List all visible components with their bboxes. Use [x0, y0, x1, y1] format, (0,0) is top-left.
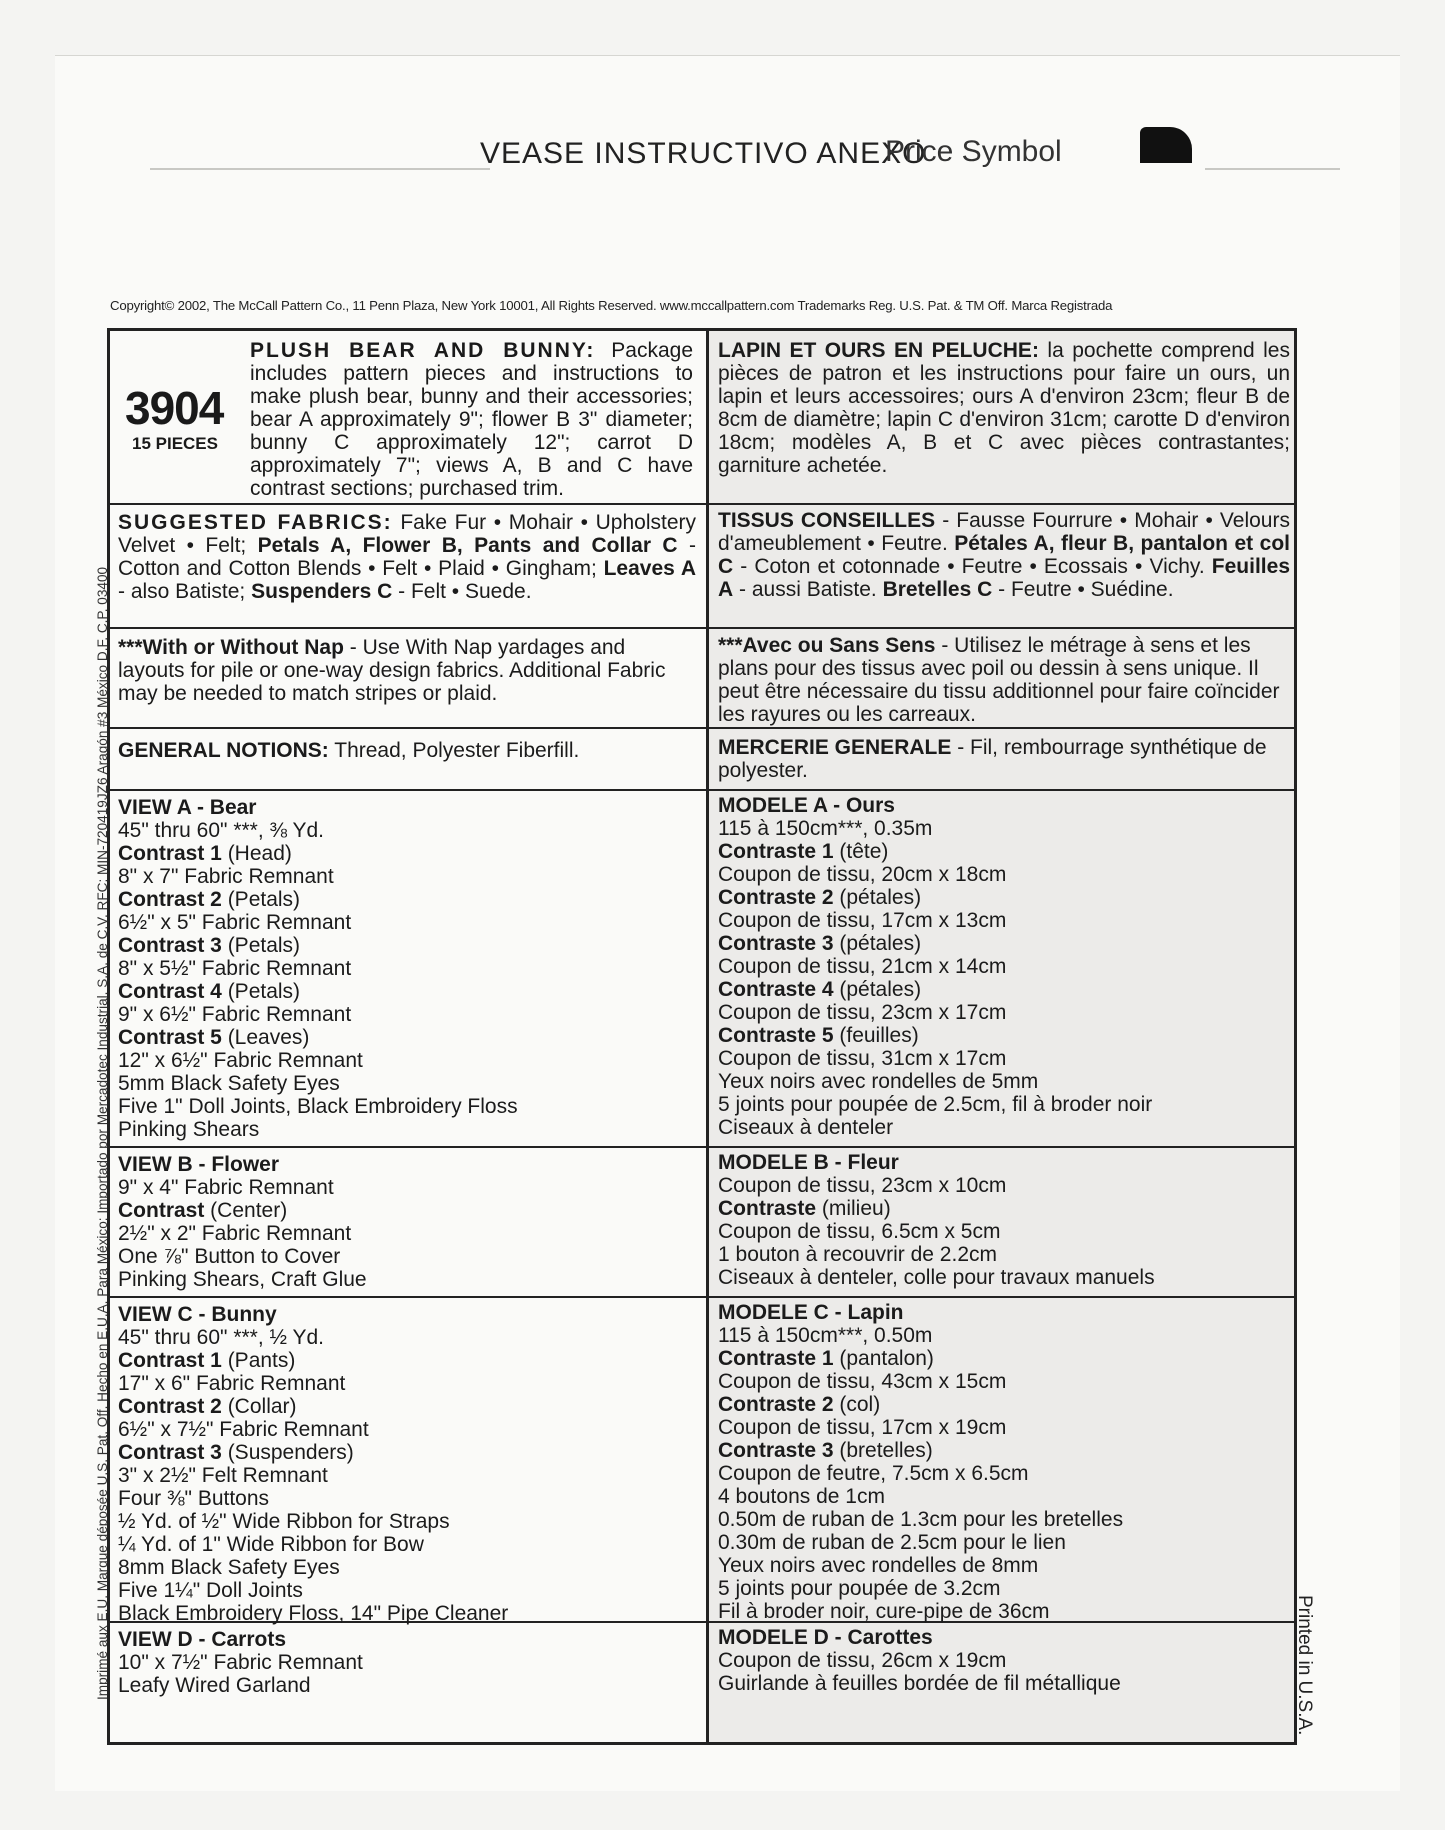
- contrast-use: (tête): [833, 840, 889, 863]
- list-item: Five 1" Doll Joints, Black Embroidery Floss: [118, 1095, 518, 1118]
- list-item: [718, 1439, 1290, 1462]
- copyright-line: Copyright© 2002, The McCall Pattern Co., 11 Penn Plaza, New York 10001, All Rights Reserved. www.mccallpattern.com Trademarks Reg. U.S. Pat. & TM Off. Marca Registrada: [110, 298, 1113, 313]
- contrast-use: (Leaves): [221, 1026, 310, 1049]
- list-item: 6½" x 5" Fabric Remnant: [118, 911, 352, 934]
- header-rule-left: [150, 168, 490, 170]
- list-item: [118, 1026, 696, 1049]
- notions-en-body: Thread, Polyester Fiberfill.: [328, 739, 580, 762]
- view-a-en: [118, 796, 696, 1141]
- list-item: Guirlande à feuilles bordée de fil métallique: [718, 1672, 1121, 1695]
- contrast-label: Contraste 5: [718, 1024, 834, 1047]
- contrast-label: Contrast 2: [118, 1395, 222, 1418]
- view-c-fr: [718, 1301, 1290, 1623]
- contrast-use: (bretelles): [833, 1439, 933, 1462]
- contrast-use: (Suspenders): [221, 1441, 354, 1464]
- contrast-use: (pétales): [833, 978, 922, 1001]
- row-divider: [110, 727, 1294, 729]
- list-item: 3" x 2½" Felt Remnant: [118, 1464, 328, 1487]
- list-item: 12" x 6½" Fabric Remnant: [118, 1049, 363, 1072]
- view-d-title: VIEW D - Carrots: [118, 1628, 287, 1651]
- list-item: Coupon de tissu, 20cm x 18cm: [718, 863, 1007, 886]
- view-c-title: VIEW C - Bunny: [118, 1303, 277, 1326]
- list-item: Pinking Shears: [118, 1118, 260, 1141]
- list-item: Four ⅜" Buttons: [118, 1487, 270, 1510]
- pieces-count: 15 PIECES: [132, 434, 218, 453]
- list-item: Coupon de tissu, 31cm x 17cm: [718, 1047, 1007, 1070]
- intro-fr-body: la pochette comprend les pièces de patron et les instructions pour faire un ours, un lapin et leurs accessoires; ours A d'environ 23cm; fleur B de 8cm de diamètre; lapin C d'environ 31cm; carotte D d'environ 18cm; modèles A, B et C avec pièces contrastantes; garniture achetée.: [718, 339, 1290, 477]
- view-a-title: VIEW A - Bear: [118, 796, 257, 819]
- fabrics-en: [118, 511, 696, 603]
- list-item: [718, 1347, 1290, 1370]
- list-item: [118, 1349, 696, 1372]
- view-c-en: [118, 1303, 696, 1625]
- list-item: One ⅞" Button to Cover: [118, 1245, 341, 1268]
- list-item: 115 à 150cm***, 0.50m: [718, 1324, 933, 1347]
- view-a-fr: [718, 794, 1290, 1139]
- contrast-label: Contrast: [118, 1199, 205, 1222]
- printed-in-notice: Printed in U.S.A.: [1294, 1595, 1315, 1736]
- list-item: 2½" x 2" Fabric Remnant: [118, 1222, 352, 1245]
- list-item: 8" x 7" Fabric Remnant: [118, 865, 334, 888]
- list-item: 8mm Black Safety Eyes: [118, 1556, 340, 1579]
- list-item: Coupon de tissu, 6.5cm x 5cm: [718, 1220, 1001, 1243]
- fabrics-en-bold: Petals A, Flower B, Pants and Collar C: [257, 534, 678, 557]
- list-item: Leafy Wired Garland: [118, 1674, 311, 1697]
- intro-en-body: Package includes pattern pieces and instructions to make plush bear, bunny and their accessories; bear A approximately 9"; flower B 3" diameter; bunny C approximately 12"; carrot D approximately 7"; views A, B and C have contrast sections; purchased trim.: [250, 339, 693, 500]
- fabrics-fr-text: - Coton et cotonnade • Feutre • Ecossais • Vichy.: [733, 555, 1212, 578]
- fabrics-en-bold: Suspenders C: [251, 580, 393, 603]
- view-b-en: [118, 1153, 696, 1291]
- contrast-use: (pétales): [833, 932, 922, 955]
- fabrics-fr-text: - aussi Batiste.: [733, 578, 883, 601]
- column-divider: [706, 331, 709, 1742]
- fabrics-fr-text: - Fausse Fourrure • Mohair • Velours d'ameublement • Feutre.: [718, 509, 1290, 555]
- price-letter-icon: [1140, 127, 1192, 163]
- contrast-use: (milieu): [816, 1197, 891, 1220]
- list-item: 45" thru 60" ***, ½ Yd.: [118, 1326, 324, 1349]
- nap-fr-body: - Utilisez le métrage à sens et les plans pour des tissus avec poil ou dessin à sens unique. Il peut être nécessaire du tissu additionnel pour faire coïncider les rayures ou les carreaux.: [718, 634, 1280, 726]
- contrast-use: (pétales): [833, 886, 922, 909]
- list-item: 17" x 6" Fabric Remnant: [118, 1372, 346, 1395]
- notions-en-title: GENERAL NOTIONS:: [118, 739, 329, 762]
- list-item: 10" x 7½" Fabric Remnant: [118, 1651, 363, 1674]
- contrast-use: (Center): [204, 1199, 288, 1222]
- list-item: Pinking Shears, Craft Glue: [118, 1268, 367, 1291]
- notions-fr-title: MERCERIE GENERALE: [718, 736, 952, 759]
- contrast-label: Contrast 3: [118, 934, 222, 957]
- list-item: Coupon de tissu, 17cm x 19cm: [718, 1416, 1007, 1439]
- notions-en: [118, 739, 696, 762]
- fabrics-fr-title: TISSUS CONSEILLES: [718, 509, 936, 532]
- list-item: 0.30m de ruban de 2.5cm pour le lien: [718, 1531, 1066, 1554]
- view-c-fr-title: MODELE C - Lapin: [718, 1301, 904, 1324]
- contrast-label: Contrast 3: [118, 1441, 222, 1464]
- fabrics-fr: [718, 509, 1290, 601]
- view-d-fr-title: MODELE D - Carottes: [718, 1626, 933, 1649]
- intro-en-title: PLUSH BEAR AND BUNNY:: [250, 339, 596, 362]
- list-item: 45" thru 60" ***, ⅜ Yd.: [118, 819, 324, 842]
- contrast-use: (col): [833, 1393, 881, 1416]
- import-notice: Imprimé aux E.U. Marque déposée U.S. Pat. Off. Hecho en E.U.A. Para México: Importado por Mercadotec Industrial. S.A. de C.V. RFC: MIN-720419JZ6 Aragón #3 México D.F. C.P. 03400: [95, 566, 110, 1700]
- contrast-label: Contraste 1: [718, 840, 834, 863]
- row-divider: [110, 503, 1294, 505]
- list-item: 115 à 150cm***, 0.35m: [718, 817, 933, 840]
- row-divider: [110, 1296, 1294, 1298]
- list-item: [718, 1024, 1290, 1047]
- contrast-use: (Petals): [221, 934, 301, 957]
- contrast-label: Contraste 4: [718, 978, 834, 1001]
- list-item: Yeux noirs avec rondelles de 8mm: [718, 1554, 1039, 1577]
- contrast-use: (feuilles): [833, 1024, 919, 1047]
- list-item: 0.50m de ruban de 1.3cm pour les bretelles: [718, 1508, 1124, 1531]
- contrast-label: Contraste 1: [718, 1347, 834, 1370]
- contrast-use: (Petals): [221, 888, 301, 911]
- list-item: Coupon de tissu, 21cm x 14cm: [718, 955, 1007, 978]
- list-item: 9" x 6½" Fabric Remnant: [118, 1003, 352, 1026]
- list-item: 8" x 5½" Fabric Remnant: [118, 957, 352, 980]
- list-item: 9" x 4" Fabric Remnant: [118, 1176, 334, 1199]
- contrast-label: Contraste 3: [718, 932, 834, 955]
- list-item: Ciseaux à denteler, colle pour travaux manuels: [718, 1266, 1155, 1289]
- list-item: ½ Yd. of ½" Wide Ribbon for Straps: [118, 1510, 450, 1533]
- fabrics-en-text: - also Batiste;: [118, 580, 252, 603]
- header-rule-right: [1205, 168, 1340, 170]
- list-item: Ciseaux à denteler: [718, 1116, 894, 1139]
- intro-fr-title: LAPIN ET OURS EN PELUCHE:: [718, 339, 1039, 362]
- list-item: 1 bouton à recouvrir de 2.2cm: [718, 1243, 997, 1266]
- row-divider: [110, 627, 1294, 629]
- list-item: [118, 842, 696, 865]
- list-item: [118, 934, 696, 957]
- list-item: [718, 886, 1290, 909]
- list-item: Coupon de tissu, 26cm x 19cm: [718, 1649, 1007, 1672]
- contrast-label: Contraste 2: [718, 886, 834, 909]
- list-item: [118, 1199, 696, 1222]
- list-item: Coupon de tissu, 43cm x 15cm: [718, 1370, 1007, 1393]
- fabrics-en-text: Fake Fur • Mohair • Upholstery Velvet • Felt;: [118, 511, 696, 557]
- fabrics-fr-bold: Feuilles A: [718, 555, 1290, 601]
- fabrics-en-title: SUGGESTED FABRICS:: [118, 511, 393, 534]
- list-item: Coupon de tissu, 17cm x 13cm: [718, 909, 1007, 932]
- contrast-label: Contrast 1: [118, 1349, 222, 1372]
- view-b-fr-title: MODELE B - Fleur: [718, 1151, 899, 1174]
- list-item: 5 joints pour poupée de 3.2cm: [718, 1577, 1001, 1600]
- contrast-use: (Collar): [221, 1395, 297, 1418]
- intro-fr: [718, 339, 1290, 477]
- view-b-fr: [718, 1151, 1290, 1289]
- list-item: ¼ Yd. of 1" Wide Ribbon for Bow: [118, 1533, 424, 1556]
- list-item: [718, 932, 1290, 955]
- row-divider: [110, 1146, 1294, 1148]
- list-item: [118, 980, 696, 1003]
- fabrics-fr-bold: Bretelles C: [882, 578, 993, 601]
- pattern-number: 3904: [125, 382, 224, 434]
- list-item: Fil à broder noir, cure-pipe de 36cm: [718, 1600, 1050, 1623]
- nap-en: [118, 636, 696, 705]
- instructions-notice: VEASE INSTRUCTIVO ANEXO: [480, 137, 927, 170]
- list-item: 5 joints pour poupée de 2.5cm, fil à broder noir: [718, 1093, 1153, 1116]
- contrast-use: (Head): [221, 842, 292, 865]
- list-item: 5mm Black Safety Eyes: [118, 1072, 340, 1095]
- view-d-fr: [718, 1626, 1290, 1695]
- list-item: 6½" x 7½" Fabric Remnant: [118, 1418, 369, 1441]
- info-table: [107, 328, 1297, 1745]
- list-item: Yeux noirs avec rondelles de 5mm: [718, 1070, 1039, 1093]
- fabrics-en-text: - Cotton and Cotton Blends • Felt • Plaid • Gingham;: [118, 534, 697, 580]
- fabrics-en-text: - Felt • Suede.: [392, 580, 532, 603]
- contrast-label: Contrast 1: [118, 842, 222, 865]
- nap-en-title: ***With or Without Nap: [118, 636, 344, 659]
- price-symbol-label: Price Symbol: [885, 135, 1062, 168]
- notions-fr: [718, 736, 1290, 782]
- list-item: Black Embroidery Floss, 14" Pipe Cleaner: [118, 1602, 509, 1625]
- list-item: Coupon de tissu, 23cm x 10cm: [718, 1174, 1007, 1197]
- list-item: [118, 1441, 696, 1464]
- contrast-label: Contrast 4: [118, 980, 222, 1003]
- list-item: [718, 1197, 1290, 1220]
- list-item: [718, 840, 1290, 863]
- list-item: [118, 888, 696, 911]
- notions-fr-body: - Fil, rembourrage synthétique de polyester.: [718, 736, 1267, 782]
- fabrics-fr-bold: Pétales A, fleur B, pantalon et col C: [718, 532, 1291, 578]
- contrast-label: Contrast 5: [118, 1026, 222, 1049]
- list-item: Coupon de feutre, 7.5cm x 6.5cm: [718, 1462, 1029, 1485]
- row-divider: [110, 789, 1294, 791]
- nap-en-body: - Use With Nap yardages and layouts for pile or one-way design fabrics. Additional Fabric may be needed to match stripes or plaid.: [118, 636, 666, 705]
- list-item: Five 1¼" Doll Joints: [118, 1579, 303, 1602]
- contrast-label: Contrast 2: [118, 888, 222, 911]
- contrast-use: (pantalon): [833, 1347, 934, 1370]
- list-item: [718, 1393, 1290, 1416]
- intro-en: [250, 339, 693, 500]
- fabrics-fr-text: - Feutre • Suédine.: [992, 578, 1174, 601]
- contrast-label: Contraste 3: [718, 1439, 834, 1462]
- contrast-label: Contraste 2: [718, 1393, 834, 1416]
- list-item: 4 boutons de 1cm: [718, 1485, 885, 1508]
- list-item: Coupon de tissu, 23cm x 17cm: [718, 1001, 1007, 1024]
- nap-fr: [718, 634, 1290, 726]
- contrast-label: Contraste: [718, 1197, 817, 1220]
- contrast-use: (Pants): [221, 1349, 296, 1372]
- view-b-title: VIEW B - Flower: [118, 1153, 280, 1176]
- list-item: [118, 1395, 696, 1418]
- view-d-en: [118, 1628, 696, 1697]
- view-a-fr-title: MODELE A - Ours: [718, 794, 895, 817]
- contrast-use: (Petals): [221, 980, 301, 1003]
- list-item: [718, 978, 1290, 1001]
- fabrics-en-bold: Leaves A: [603, 557, 696, 580]
- nap-fr-title: ***Avec ou Sans Sens: [718, 634, 936, 657]
